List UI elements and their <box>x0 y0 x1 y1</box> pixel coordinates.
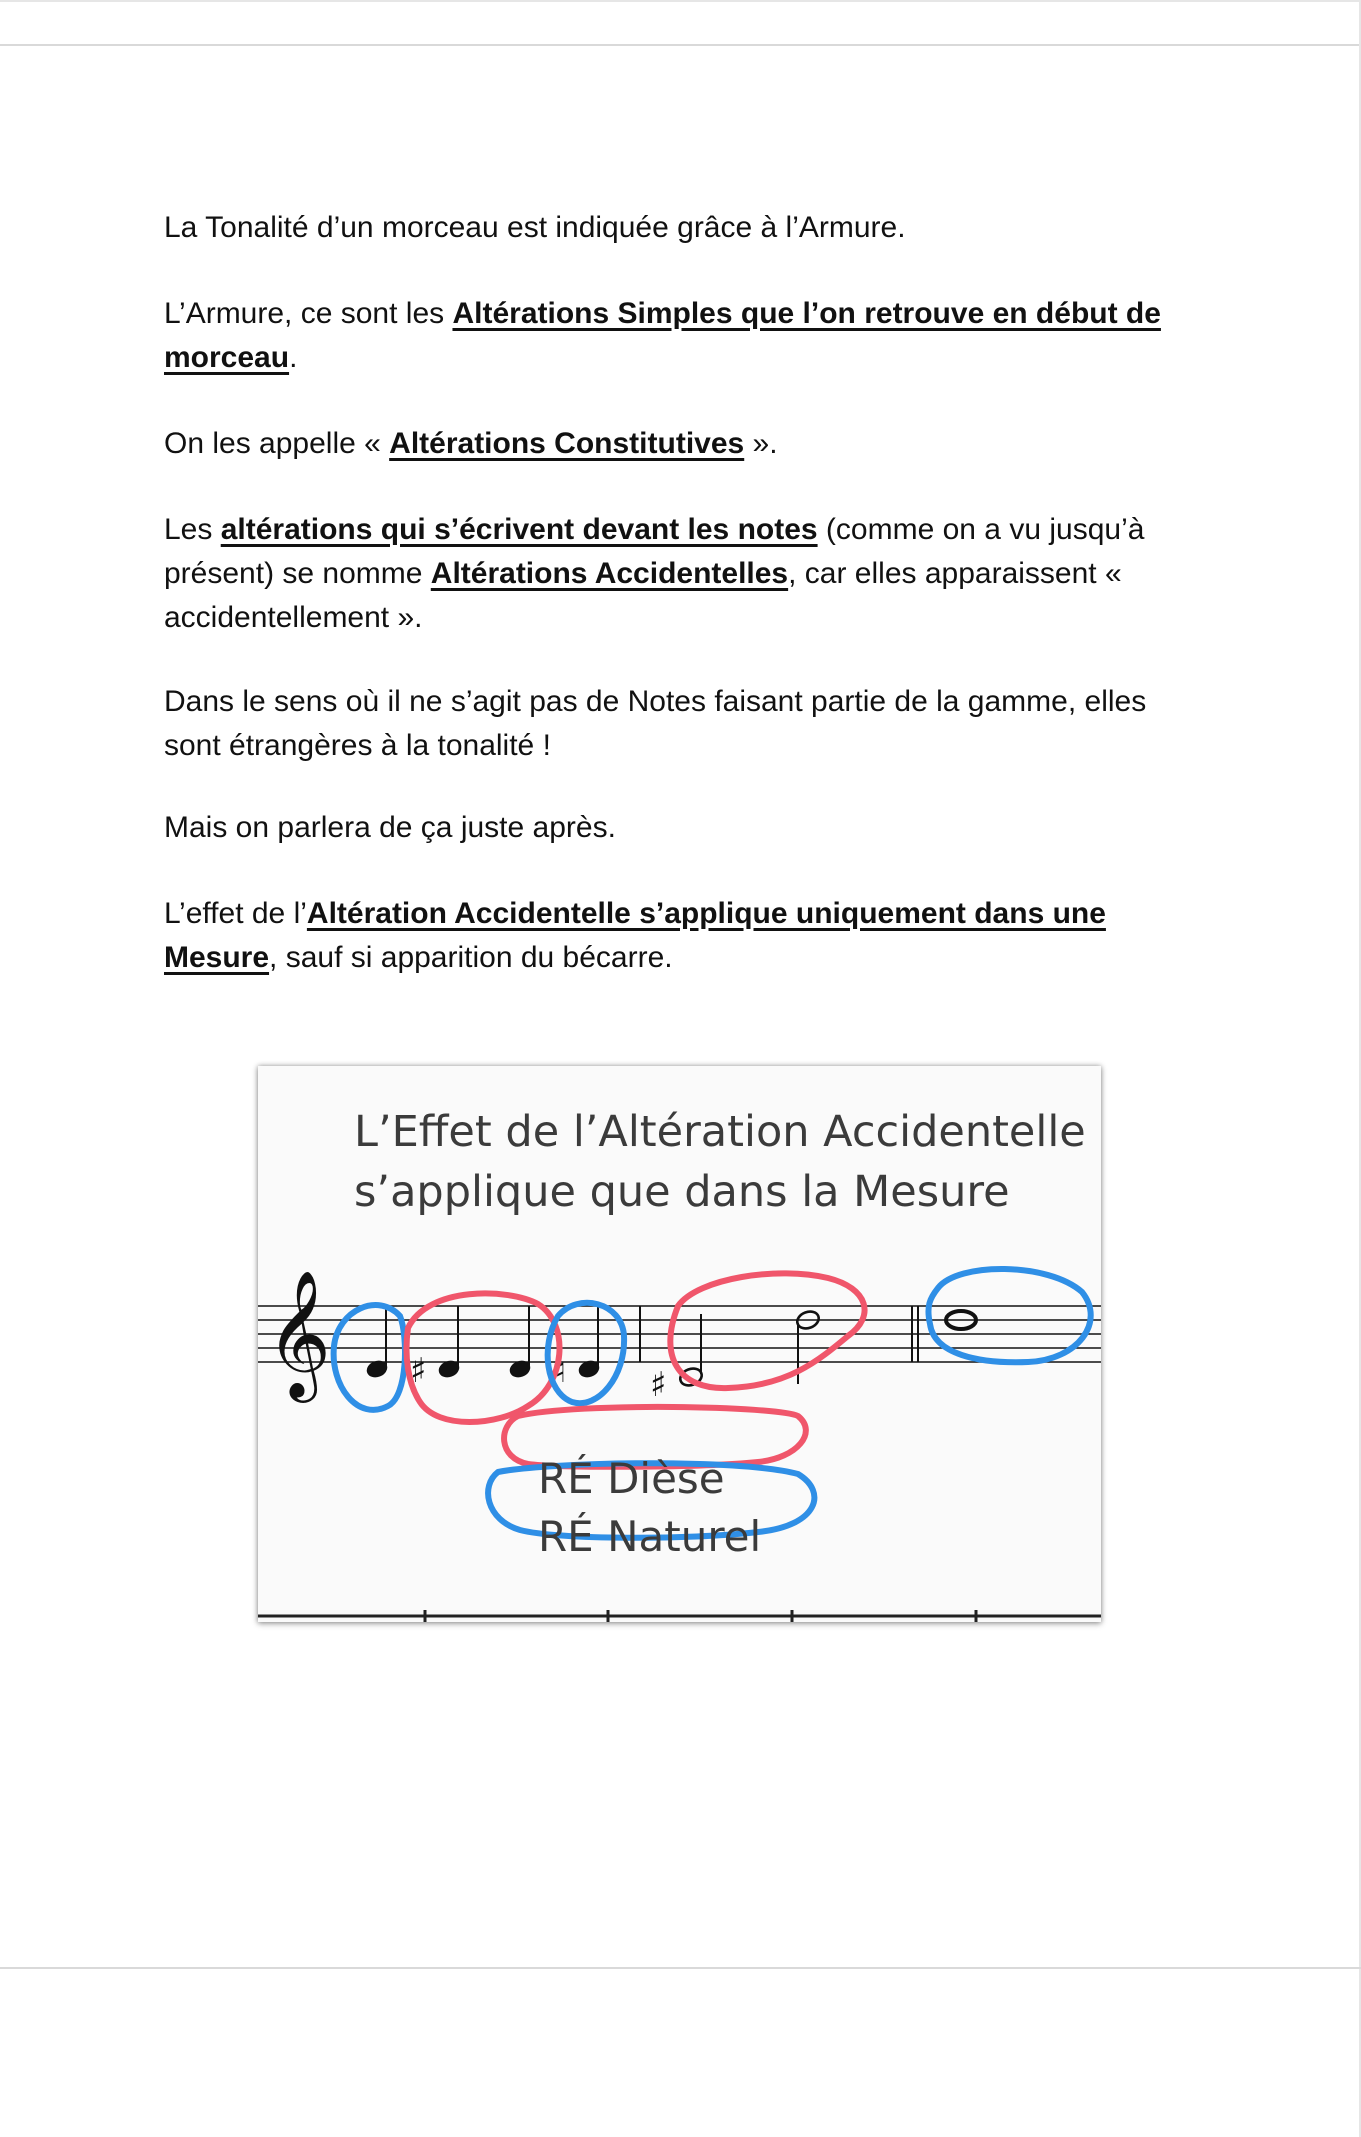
body-paragraph-2 <box>164 292 1204 380</box>
paragraph-text <box>164 892 1204 980</box>
page-top-rule <box>0 44 1361 46</box>
natural-sign: ♮ <box>554 1351 567 1391</box>
emphasized-term: Altération Accidentelle s’applique uniquement dans une Mesure <box>164 897 1106 974</box>
treble-clef: 𝄞 <box>266 1269 332 1397</box>
red-circle-sharp-notes <box>407 1293 560 1422</box>
sharp-sign-2: ♯ <box>650 1365 667 1405</box>
text-run: , sauf si apparition du bécarre. <box>269 941 673 974</box>
page-top-edge <box>0 0 1361 2</box>
text-run: ». <box>744 427 778 460</box>
paragraph-text <box>164 422 1204 466</box>
emphasized-term: Altérations Constitutives <box>389 427 745 460</box>
paragraph-text <box>164 508 1204 640</box>
label-re-diese: RÉ Dièse <box>538 1454 725 1503</box>
text-run: Dans le sens où il ne s’agit pas de Notes faisant partie de la gamme, elles sont étrangères à la tonalité ! <box>164 685 1147 762</box>
sharp-sign-1: ♯ <box>410 1351 427 1391</box>
text-run: Les <box>164 513 221 546</box>
text-run: . <box>289 341 298 374</box>
paragraph-text <box>164 680 1204 768</box>
score-figure <box>258 1066 1101 1622</box>
body-paragraph-7 <box>164 892 1204 980</box>
body-paragraph-5 <box>164 680 1204 768</box>
text-run: L’effet de l’ <box>164 897 307 930</box>
emphasized-term: Altérations Accidentelles <box>430 557 789 590</box>
body-paragraph-4 <box>164 508 1204 640</box>
note-d-sharp-half <box>650 1314 704 1405</box>
page-bottom-rule <box>0 1967 1361 1969</box>
emphasized-term: altérations qui s’écrivent devant les notes <box>220 513 818 546</box>
text-run: Mais on parlera de ça juste après. <box>164 811 616 844</box>
paragraph-text <box>164 206 1204 250</box>
text-run: , car elles apparaissent « accidentellement ». <box>164 557 1122 634</box>
text-run: On les appelle « <box>164 427 390 460</box>
text-run: (comme on a vu jusqu’à présent) se nomme <box>164 513 1145 590</box>
figure-title-line-2: s’applique que dans la Mesure <box>354 1167 1010 1217</box>
body-paragraph-1 <box>164 206 1204 250</box>
label-re-naturel: RÉ Naturel <box>538 1512 762 1561</box>
bottom-ruler <box>258 1610 1101 1622</box>
paragraph-text <box>164 292 1204 380</box>
note-d-quarter-2 <box>508 1306 532 1379</box>
text-run: La Tonalité d’un morceau est indiquée grâce à l’Armure. <box>164 211 906 244</box>
note-d-quarter-1 <box>365 1306 389 1379</box>
body-paragraph-3 <box>164 422 1204 466</box>
body-paragraph-6 <box>164 806 1204 850</box>
emphasized-term: Altérations Simples que l’on retrouve en début de morceau <box>164 297 1161 374</box>
figure-title-line-1: L’Effet de l’Altération Accidentelle <box>354 1107 1086 1157</box>
paragraph-text <box>164 806 1204 850</box>
text-run: L’Armure, ce sont les <box>164 297 453 330</box>
